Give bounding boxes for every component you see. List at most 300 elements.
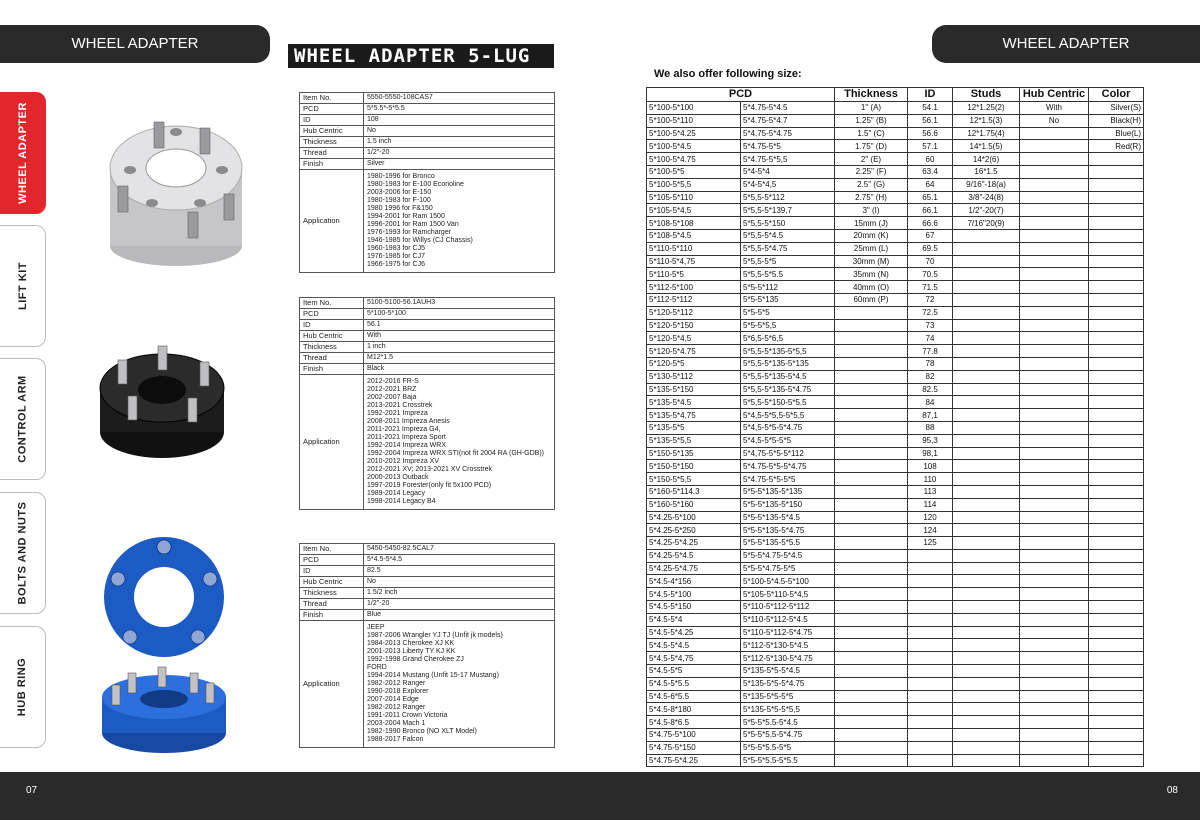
spec-value: Silver xyxy=(364,159,555,170)
size-row xyxy=(647,229,1144,242)
size-cell: 72.5 xyxy=(908,306,953,319)
size-row xyxy=(647,114,1144,127)
size-cell xyxy=(953,665,1020,678)
size-cell: 72 xyxy=(908,293,953,306)
size-cell xyxy=(908,613,953,626)
spec-application-list xyxy=(364,375,555,510)
size-cell xyxy=(1089,165,1144,178)
size-cell: 5*5,5-5*135-5*4.5 xyxy=(741,370,835,383)
size-cell: 5*105-5*110 xyxy=(647,191,741,204)
size-cell xyxy=(835,639,908,652)
size-row xyxy=(647,485,1144,498)
size-cell xyxy=(953,575,1020,588)
spec-value: 82.5 xyxy=(364,566,555,577)
size-cell: 5*4.75-5*4.7 xyxy=(741,114,835,127)
application-item: 2001-2013 Liberty TY KJ KK xyxy=(367,648,456,655)
size-cell: Red(R) xyxy=(1089,140,1144,153)
application-item: 2011-2021 Impreza G4, xyxy=(367,426,441,433)
size-row xyxy=(647,447,1144,460)
size-cell: 5*112-5*100 xyxy=(647,281,741,294)
size-cell xyxy=(1020,498,1089,511)
size-cell: 2.75" (H) xyxy=(835,191,908,204)
size-cell xyxy=(1020,639,1089,652)
size-cell: 5*150-5*5,5 xyxy=(647,473,741,486)
size-cell: 108 xyxy=(908,460,953,473)
size-cell xyxy=(1020,537,1089,550)
size-cell xyxy=(953,293,1020,306)
size-cell: 5*4.75-5*4.25 xyxy=(647,754,741,767)
size-cell: 5*5,5-5*135-5*4.75 xyxy=(741,383,835,396)
size-cell: 5*4.75-5*150 xyxy=(647,741,741,754)
size-cell xyxy=(908,639,953,652)
size-cell: 5*120-5*4,5 xyxy=(647,332,741,345)
size-row xyxy=(647,754,1144,767)
header-id: ID xyxy=(908,88,953,102)
spec-application-label: Application xyxy=(300,621,364,748)
blue-wheel-adapter-image xyxy=(98,533,238,763)
size-row xyxy=(647,434,1144,447)
size-row xyxy=(647,281,1144,294)
size-cell: 114 xyxy=(908,498,953,511)
size-cell xyxy=(1089,383,1144,396)
size-cell: 82 xyxy=(908,370,953,383)
spec-value: 5550-5550-108CAS7 xyxy=(364,93,555,104)
size-cell xyxy=(835,613,908,626)
size-cell: 5*5-5*135-5*4.5 xyxy=(741,511,835,524)
size-cell xyxy=(953,345,1020,358)
size-cell: 9/16"-18(a) xyxy=(953,178,1020,191)
size-cell: 5*4.5-5*4.5 xyxy=(647,639,741,652)
size-cell: 35mm (N) xyxy=(835,268,908,281)
size-cell xyxy=(1020,421,1089,434)
size-cell: 5*5,5-5*4.5 xyxy=(741,229,835,242)
size-cell xyxy=(953,524,1020,537)
size-cell: Blue(L) xyxy=(1089,127,1144,140)
size-cell: 5*5,5-5*150 xyxy=(741,217,835,230)
tab-lift-kit[interactable]: LIFT KIT xyxy=(0,225,46,347)
size-cell: 5*5-5*5,5 xyxy=(741,319,835,332)
size-cell: 12*1.5(3) xyxy=(953,114,1020,127)
application-item: 2007-2014 Edge xyxy=(367,696,419,703)
header-hub-centric: Hub Centric xyxy=(1020,88,1089,102)
size-cell xyxy=(953,485,1020,498)
size-cell xyxy=(953,409,1020,422)
size-cell: 5*5-5*135-5*150 xyxy=(741,498,835,511)
size-row xyxy=(647,601,1144,614)
size-cell: 5*4.75-5*5,5 xyxy=(741,153,835,166)
size-cell: 5*130-5*112 xyxy=(647,370,741,383)
size-cell xyxy=(1089,652,1144,665)
size-cell xyxy=(835,319,908,332)
size-cell xyxy=(1020,703,1089,716)
size-cell xyxy=(1089,729,1144,742)
spec-row xyxy=(300,320,555,331)
size-cell: 95,3 xyxy=(908,434,953,447)
spec-value: No xyxy=(364,126,555,137)
size-cell xyxy=(953,537,1020,550)
spec-row xyxy=(300,298,555,309)
spec-value: 5100-5100-56.1AUH3 xyxy=(364,298,555,309)
size-cell xyxy=(953,703,1020,716)
size-cell: 1" (A) xyxy=(835,102,908,115)
size-row xyxy=(647,562,1144,575)
size-cell: 5*4.75-5*4.5 xyxy=(741,102,835,115)
size-cell xyxy=(953,511,1020,524)
size-cell: 5*135-5*5-5*4.75 xyxy=(741,677,835,690)
size-cell: 5*112-5*130-5*4.75 xyxy=(741,652,835,665)
size-cell xyxy=(953,421,1020,434)
size-cell: 5*100-5*4.25 xyxy=(647,127,741,140)
spec-key: ID xyxy=(300,320,364,331)
size-cell xyxy=(1020,729,1089,742)
size-cell: 30mm (M) xyxy=(835,255,908,268)
size-cell: 25mm (L) xyxy=(835,242,908,255)
size-cell xyxy=(953,396,1020,409)
size-row xyxy=(647,703,1144,716)
size-cell xyxy=(1020,626,1089,639)
size-cell xyxy=(1020,191,1089,204)
application-item: 1982-2012 Ranger xyxy=(367,704,426,711)
size-cell xyxy=(835,421,908,434)
size-cell xyxy=(1020,741,1089,754)
size-cell: 5*5,5-5*5 xyxy=(741,255,835,268)
size-cell xyxy=(1089,191,1144,204)
spec-row xyxy=(300,555,555,566)
size-cell: 5*5,5-5*135-5*135 xyxy=(741,357,835,370)
application-item: 1988-2017 Falcon xyxy=(367,736,424,743)
size-cell xyxy=(908,665,953,678)
size-table xyxy=(646,87,1144,767)
size-cell: 1.75" (D) xyxy=(835,140,908,153)
size-cell: 87,1 xyxy=(908,409,953,422)
size-cell: 78 xyxy=(908,357,953,370)
size-cell xyxy=(908,690,953,703)
size-cell xyxy=(953,473,1020,486)
size-cell: Silver(S) xyxy=(1089,102,1144,115)
size-cell xyxy=(908,741,953,754)
size-cell: 60mm (P) xyxy=(835,293,908,306)
size-cell: 124 xyxy=(908,524,953,537)
size-row xyxy=(647,473,1144,486)
size-cell xyxy=(1020,319,1089,332)
size-cell xyxy=(1089,370,1144,383)
tab-hub-ring[interactable]: HUB RING xyxy=(0,626,46,748)
size-row xyxy=(647,639,1144,652)
size-row xyxy=(647,613,1144,626)
spec-row xyxy=(300,309,555,320)
tab-control-arm[interactable]: CONTROL ARM xyxy=(0,358,46,480)
size-cell: 1.5" (C) xyxy=(835,127,908,140)
spec-application-label: Application xyxy=(300,170,364,273)
application-item: FORD xyxy=(367,664,387,671)
size-cell: 56.6 xyxy=(908,127,953,140)
size-cell xyxy=(953,370,1020,383)
size-cell: 5*4.5-5*4 xyxy=(647,613,741,626)
size-cell: 5*135-5*150 xyxy=(647,383,741,396)
size-cell xyxy=(1020,588,1089,601)
size-cell: 5*135-5*5-5*4.5 xyxy=(741,665,835,678)
size-cell xyxy=(1089,485,1144,498)
size-cell: 15mm (J) xyxy=(835,217,908,230)
size-row xyxy=(647,396,1144,409)
size-cell: 5*100-5*5,5 xyxy=(647,178,741,191)
application-item: 2003-2006 for E-150 xyxy=(367,189,432,196)
application-item: 1982-1990 Bronco (NO XLT Model) xyxy=(367,728,477,735)
size-cell: 67 xyxy=(908,229,953,242)
size-cell xyxy=(953,729,1020,742)
size-cell: 5*4,75-5*5-5*112 xyxy=(741,447,835,460)
spec-key: PCD xyxy=(300,309,364,320)
size-cell xyxy=(1089,665,1144,678)
size-cell: 2" (E) xyxy=(835,153,908,166)
application-item: 1980-1983 for F-100 xyxy=(367,197,431,204)
spec-table-black xyxy=(299,297,555,510)
size-cell xyxy=(953,319,1020,332)
application-item: 1980-1996 for Bronco xyxy=(367,173,435,180)
size-cell xyxy=(1089,345,1144,358)
size-cell: 113 xyxy=(908,485,953,498)
header-thickness: Thickness xyxy=(835,88,908,102)
size-cell: 5*5-5*5.5-5*5 xyxy=(741,741,835,754)
size-cell xyxy=(1020,677,1089,690)
size-cell xyxy=(1089,153,1144,166)
size-row xyxy=(647,178,1144,191)
header-studs: Studs xyxy=(953,88,1020,102)
size-row xyxy=(647,165,1144,178)
size-cell xyxy=(953,639,1020,652)
application-item: 1996-2001 for Ram 1500 Van xyxy=(367,221,459,228)
size-row xyxy=(647,345,1144,358)
size-cell: 5*4.75-5*5-5*4.75 xyxy=(741,460,835,473)
size-cell xyxy=(908,716,953,729)
spec-key: Thread xyxy=(300,148,364,159)
size-cell: 5*4.5-5*150 xyxy=(647,601,741,614)
size-cell xyxy=(1020,460,1089,473)
size-cell xyxy=(1089,204,1144,217)
size-cell xyxy=(1089,242,1144,255)
spec-row xyxy=(300,342,555,353)
size-cell xyxy=(1020,204,1089,217)
spec-value: Black xyxy=(364,364,555,375)
size-cell: 125 xyxy=(908,537,953,550)
tab-wheel-adapter[interactable]: WHEEL ADAPTER xyxy=(0,92,46,214)
size-cell: 5*4,5-5*5-5*4.75 xyxy=(741,421,835,434)
size-row xyxy=(647,127,1144,140)
application-item: 1987-2006 Wrangler YJ TJ (Unfit jk models) xyxy=(367,632,503,639)
spec-row xyxy=(300,566,555,577)
size-cell xyxy=(835,588,908,601)
size-cell: 5*135-5*5-5*5,5 xyxy=(741,703,835,716)
size-row xyxy=(647,716,1144,729)
size-cell xyxy=(1089,754,1144,767)
size-cell: No xyxy=(1020,114,1089,127)
size-cell: 5*100-5*110 xyxy=(647,114,741,127)
size-cell: 14*1.5(5) xyxy=(953,140,1020,153)
size-cell: 5*100-5*100 xyxy=(647,102,741,115)
size-cell: 56.1 xyxy=(908,114,953,127)
application-item: 1992-1998 Grand Cherokee ZJ xyxy=(367,656,464,663)
application-item: 2012-2016 FR-S xyxy=(367,378,419,385)
size-cell: 5*108-5*4.5 xyxy=(647,229,741,242)
size-row xyxy=(647,191,1144,204)
size-cell: 7/16"20(9) xyxy=(953,217,1020,230)
size-cell xyxy=(1020,575,1089,588)
application-item: 1980-1983 for E-100 Econoline xyxy=(367,181,464,188)
size-cell: 5*5-5*112 xyxy=(741,281,835,294)
size-cell xyxy=(953,281,1020,294)
size-cell xyxy=(1020,153,1089,166)
size-cell: 5*110-5*112-5*112 xyxy=(741,601,835,614)
spec-value: No xyxy=(364,577,555,588)
size-row xyxy=(647,306,1144,319)
spec-row xyxy=(300,588,555,599)
size-cell: 5*5-5*5.5-5*5.5 xyxy=(741,754,835,767)
size-cell: 5*5-5*5 xyxy=(741,306,835,319)
size-cell xyxy=(835,434,908,447)
size-cell xyxy=(1020,716,1089,729)
size-cell xyxy=(1020,485,1089,498)
size-cell: 16*1.5 xyxy=(953,165,1020,178)
size-cell: 5*4-5*4 xyxy=(741,165,835,178)
size-cell xyxy=(908,677,953,690)
size-cell xyxy=(1089,409,1144,422)
spec-row xyxy=(300,577,555,588)
size-cell: 14*2(6) xyxy=(953,153,1020,166)
tab-bolts-and-nuts[interactable]: BOLTS AND NUTS xyxy=(0,492,46,614)
size-cell xyxy=(1089,601,1144,614)
size-row xyxy=(647,524,1144,537)
spec-application-label: Application xyxy=(300,375,364,510)
size-cell xyxy=(1020,447,1089,460)
size-cell xyxy=(1089,639,1144,652)
spec-value: 56.1 xyxy=(364,320,555,331)
size-row xyxy=(647,511,1144,524)
size-row xyxy=(647,319,1144,332)
size-row xyxy=(647,268,1144,281)
size-table-body xyxy=(647,102,1144,767)
size-cell xyxy=(953,383,1020,396)
size-cell: 5*150-5*150 xyxy=(647,460,741,473)
size-cell xyxy=(953,242,1020,255)
page-title: WHEEL ADAPTER 5-LUG xyxy=(288,44,554,68)
application-item: 1966-1975 for CJ6 xyxy=(367,261,425,268)
size-row xyxy=(647,332,1144,345)
size-cell: 5*4.25-5*100 xyxy=(647,511,741,524)
size-cell: 5*5,5-5*150-5*5.5 xyxy=(741,396,835,409)
size-cell: 5*135-5*5,5 xyxy=(647,434,741,447)
size-cell: 5*100-5*5 xyxy=(647,165,741,178)
size-cell xyxy=(1020,409,1089,422)
size-cell xyxy=(1089,396,1144,409)
spec-table-blue xyxy=(299,543,555,748)
spec-key: ID xyxy=(300,566,364,577)
size-cell: 1.25" (B) xyxy=(835,114,908,127)
size-cell xyxy=(953,690,1020,703)
size-cell: 98,1 xyxy=(908,447,953,460)
size-cell: 5*5-5*4.75-5*4.5 xyxy=(741,549,835,562)
size-cell: 5*120-5*5 xyxy=(647,357,741,370)
size-cell xyxy=(1020,127,1089,140)
spec-key: Thickness xyxy=(300,137,364,148)
size-cell xyxy=(953,306,1020,319)
size-cell xyxy=(1020,332,1089,345)
size-cell xyxy=(1089,357,1144,370)
size-cell: 3" (I) xyxy=(835,204,908,217)
size-cell: 5*4.5-5*100 xyxy=(647,588,741,601)
size-cell xyxy=(953,229,1020,242)
size-cell xyxy=(953,498,1020,511)
size-cell xyxy=(1089,741,1144,754)
size-cell xyxy=(908,703,953,716)
application-item: 2000-2013 Outback xyxy=(367,474,429,481)
spec-value: 1/2"-20 xyxy=(364,599,555,610)
spec-key: PCD xyxy=(300,104,364,115)
size-cell xyxy=(835,370,908,383)
size-cell xyxy=(1020,613,1089,626)
size-cell: 66.1 xyxy=(908,204,953,217)
size-cell xyxy=(1020,665,1089,678)
size-cell xyxy=(953,434,1020,447)
size-cell xyxy=(953,562,1020,575)
size-cell: 5*105-5*4,5 xyxy=(647,204,741,217)
size-cell: 5*100-5*4.5 xyxy=(647,140,741,153)
size-cell xyxy=(835,716,908,729)
size-row xyxy=(647,383,1144,396)
size-cell: 5*160-5*114.3 xyxy=(647,485,741,498)
size-cell xyxy=(953,754,1020,767)
application-item: 1998-2014 Legacy B4 xyxy=(367,498,436,505)
spec-key: Thickness xyxy=(300,342,364,353)
application-item: 1992-2014 Impreza WRX xyxy=(367,442,446,449)
spec-key: ID xyxy=(300,115,364,126)
size-cell xyxy=(835,511,908,524)
spec-key: PCD xyxy=(300,555,364,566)
size-cell: 5*4.25-5*4.75 xyxy=(647,562,741,575)
size-cell xyxy=(835,460,908,473)
size-cell: 5*5-5*5.5-5*4.75 xyxy=(741,729,835,742)
spec-application-row xyxy=(300,621,555,748)
spec-row xyxy=(300,544,555,555)
size-cell xyxy=(835,741,908,754)
size-cell xyxy=(1089,537,1144,550)
spec-key: Thread xyxy=(300,353,364,364)
size-row xyxy=(647,690,1144,703)
spec-value: 5*4.5-5*4.5 xyxy=(364,555,555,566)
size-cell xyxy=(953,332,1020,345)
size-row xyxy=(647,140,1144,153)
size-cell: 64 xyxy=(908,178,953,191)
size-cell xyxy=(1020,524,1089,537)
size-cell xyxy=(908,588,953,601)
size-cell: 5*110-5*5 xyxy=(647,268,741,281)
size-row xyxy=(647,626,1144,639)
size-row xyxy=(647,370,1144,383)
size-row xyxy=(647,102,1144,115)
application-item: 1990-2018 Explorer xyxy=(367,688,429,695)
size-cell: 5*4.75-5*5-5*5 xyxy=(741,473,835,486)
size-cell: 71.5 xyxy=(908,281,953,294)
size-cell xyxy=(1089,255,1144,268)
size-row xyxy=(647,575,1144,588)
application-item: 2013-2021 Crosstrek xyxy=(367,402,433,409)
size-cell xyxy=(1089,690,1144,703)
size-cell: 3/8"-24(8) xyxy=(953,191,1020,204)
size-cell xyxy=(1020,383,1089,396)
size-cell xyxy=(1020,690,1089,703)
size-cell xyxy=(1089,613,1144,626)
size-cell: 57.1 xyxy=(908,140,953,153)
size-cell xyxy=(908,601,953,614)
